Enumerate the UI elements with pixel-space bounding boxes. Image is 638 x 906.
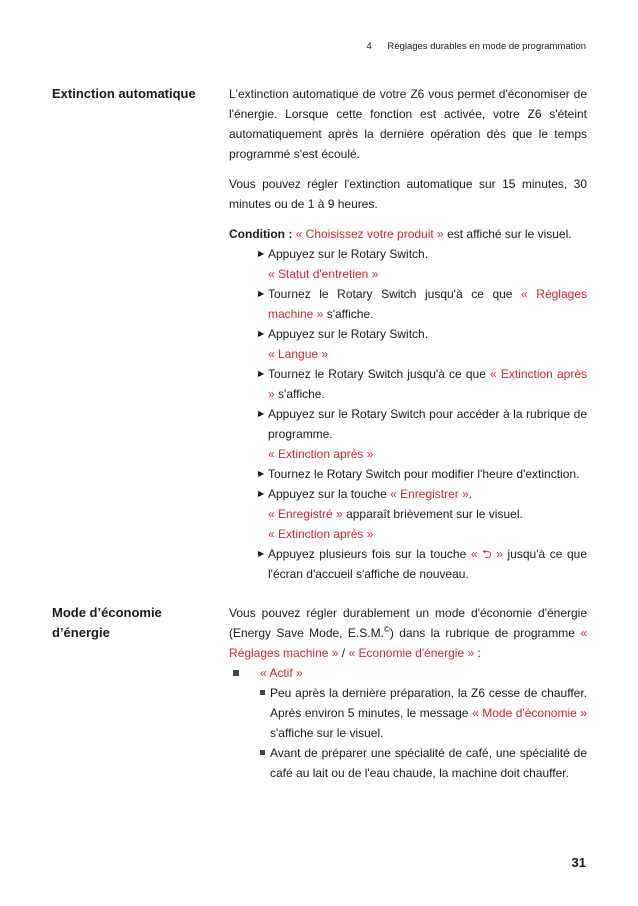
triangle-bullet-icon: ▶: [258, 249, 265, 258]
step: ▶ Tournez le Rotary Switch jusqu'à ce que « Extinction après » s'affiche.: [258, 364, 587, 404]
mode-item: « Actif » Peu après la dernière préparation, la Z6 cesse de chauffer. Après environ 5 minutes, le message « Mode d'économie » s'affiche sur le visuel. Avant de préparer une spécialité de café, une spécialité de café au lait ou de l'eau chaude, la machine doit chauffer.: [233, 663, 587, 783]
section-title-auto-off: Extinction automatique: [52, 86, 196, 101]
condition-line: [229, 224, 587, 244]
step-list: [258, 244, 587, 584]
step: ▶ Appuyez plusieurs fois sur la touche « ⮌ » jusqu'à ce que l'écran d'accueil s'affiche de nouveau.: [258, 544, 587, 584]
result-display: « Enregistré » apparaît brièvement sur le visuel.: [268, 507, 523, 521]
step: ▶ Appuyez sur le Rotary Switch.: [258, 324, 587, 344]
energy-intro-paragraph: Vous pouvez régler durablement un mode d'économie d'énergie (Energy Save Mode, E.S.M.©) dans la rubrique de programme « Réglages machine » / « Economie d'énergie » :: [229, 606, 587, 660]
chapter-number: 4: [366, 41, 372, 52]
triangle-bullet-icon: ▶: [258, 329, 265, 338]
triangle-bullet-icon: ▶: [258, 469, 265, 478]
triangle-bullet-icon: ▶: [258, 549, 265, 558]
page-number: 31: [571, 855, 586, 870]
result-display: « Statut d'entretien »: [268, 267, 379, 281]
section-body-energy-save: [229, 603, 587, 783]
condition-text: est affiché sur le visuel.: [447, 227, 572, 241]
chapter-title: Réglages durables en mode de programmation: [387, 41, 586, 52]
triangle-bullet-icon: ▶: [258, 409, 265, 418]
step: ▶ Tournez le Rotary Switch pour modifier l'heure d'extinction.: [258, 464, 587, 484]
triangle-bullet-icon: ▶: [258, 369, 265, 378]
detail-item: Peu après la dernière préparation, la Z6 cesse de chauffer. Après environ 5 minutes, le message « Mode d'économie » s'affiche sur le visuel.: [260, 683, 587, 743]
square-bullet-icon: [233, 670, 239, 676]
result-display: « Langue »: [268, 347, 329, 361]
square-bullet-icon: [260, 750, 265, 755]
triangle-bullet-icon: ▶: [258, 489, 265, 498]
result-display: « Extinction après »: [268, 447, 374, 461]
mode-list: [233, 663, 587, 783]
display-text: « Choisissez votre produit »: [295, 227, 444, 241]
section-title-energy-save: Mode d’économie d’énergie: [52, 605, 162, 640]
back-key-icon: « ⮌ »: [470, 547, 503, 561]
section-body-auto-off: [229, 84, 587, 584]
square-bullet-icon: [260, 690, 265, 695]
range-paragraph: Vous pouvez régler l'extinction automatique sur 15 minutes, 30 minutes ou de 1 à 9 heures.: [229, 177, 587, 211]
triangle-bullet-icon: ▶: [258, 289, 265, 298]
step: ▶ Appuyez sur la touche « Enregistrer ».: [258, 484, 587, 504]
mode-details: [260, 683, 587, 783]
detail-item: Avant de préparer une spécialité de café, une spécialité de café au lait ou de l'eau chaude, la machine doit chauffer.: [260, 743, 587, 783]
running-header: [366, 41, 586, 52]
intro-paragraph: L'extinction automatique de votre Z6 vous permet d'économiser de l'énergie. Lorsque cette fonction est activée, votre Z6 s'éteint automatiquement après la dernière opération dès que le temps programmé s'est écoulé.: [229, 87, 587, 161]
step: ▶ Appuyez sur le Rotary Switch.: [258, 244, 587, 264]
step: ▶ Tournez le Rotary Switch jusqu'à ce que « Réglages machine » s'affiche.: [258, 284, 587, 324]
step: ▶ Appuyez sur le Rotary Switch pour accéder à la rubrique de programme.: [258, 404, 587, 444]
condition-label: Condition :: [229, 227, 293, 241]
result-display: « Extinction après »: [268, 527, 374, 541]
